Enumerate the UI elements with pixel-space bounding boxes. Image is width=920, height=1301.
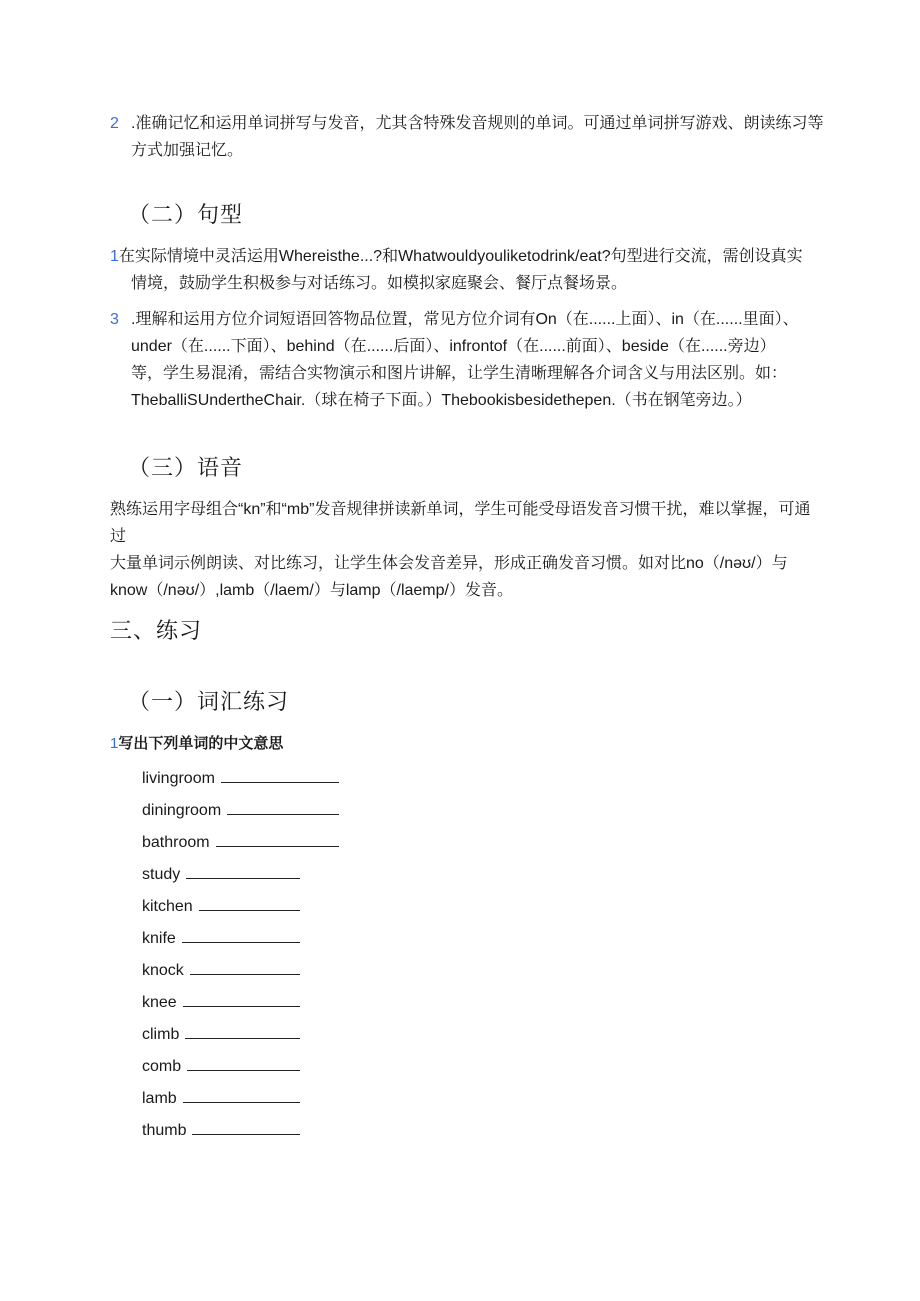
item-text-line: .理解和运用方位介词短语回答物品位置，常见方位介词有On（在......上面）、in（在......里面）、 bbox=[131, 311, 799, 328]
item-text-line: under（在......下面）、behind（在......后面）、infrontof（在......前面）、beside（在......旁边） bbox=[131, 338, 776, 355]
answer-blank[interactable] bbox=[185, 1022, 300, 1039]
vocab-word: knee bbox=[142, 994, 177, 1011]
vocab-word: bathroom bbox=[142, 834, 210, 851]
vocab-word-row bbox=[142, 1118, 300, 1142]
vocab-word: lamb bbox=[142, 1090, 177, 1107]
vocab-word-row bbox=[142, 958, 300, 982]
vocab-word-row bbox=[142, 894, 300, 918]
answer-blank[interactable] bbox=[187, 1054, 300, 1071]
vocab-word-row bbox=[142, 1086, 300, 1110]
section-heading-phonics: （三）语音 bbox=[128, 455, 244, 480]
list-item-sentence-3 bbox=[110, 306, 825, 414]
paragraph-line: know（/nəʊ/）,lamb（/laem/）与lamp（/laemp/）发音。 bbox=[110, 582, 513, 599]
paragraph-line: 大量单词示例朗读、对比练习，让学生体会发音差异，形成正确发音习惯。如对比no（/nəʊ/）与 bbox=[110, 555, 788, 572]
vocab-word-row bbox=[142, 766, 339, 790]
vocab-word: study bbox=[142, 866, 181, 883]
vocab-word: comb bbox=[142, 1058, 182, 1075]
vocab-word: livingroom bbox=[142, 770, 215, 787]
section-heading-vocab: （一）词汇练习 bbox=[128, 689, 290, 714]
answer-blank[interactable] bbox=[192, 1118, 300, 1135]
vocab-word-row bbox=[142, 798, 339, 822]
item-number: 1 bbox=[110, 248, 119, 265]
vocab-word-row bbox=[142, 830, 339, 854]
answer-blank[interactable] bbox=[190, 958, 300, 975]
answer-blank[interactable] bbox=[221, 766, 339, 783]
item-text-line: 在实际情境中灵活运用Whereisthe...?和Whatwouldyouliketodrink/eat?句型进行交流，需创设真实 bbox=[118, 248, 803, 265]
vocab-word-row bbox=[142, 862, 300, 886]
list-item-sentence-1 bbox=[110, 243, 825, 297]
phonics-paragraph bbox=[110, 496, 825, 604]
answer-blank[interactable] bbox=[182, 926, 300, 943]
vocab-question bbox=[110, 732, 283, 753]
vocab-word: knock bbox=[142, 962, 184, 979]
item-text-line: 情境，鼓励学生积极参与对话练习。如模拟家庭聚会、餐厅点餐场景。 bbox=[131, 275, 628, 292]
vocab-word-row bbox=[142, 1022, 300, 1046]
vocab-word: climb bbox=[142, 1026, 180, 1043]
vocab-word: diningroom bbox=[142, 802, 222, 819]
vocab-word: knife bbox=[142, 930, 176, 947]
answer-blank[interactable] bbox=[199, 894, 300, 911]
item-text-line: 等，学生易混淆，需结合实物演示和图片讲解，让学生清晰理解各介词含义与用法区别。如： bbox=[131, 365, 788, 382]
question-text: 写出下列单词的中文意思 bbox=[118, 735, 284, 752]
question-number: 1 bbox=[110, 735, 119, 752]
answer-blank[interactable] bbox=[183, 990, 300, 1007]
item-text-line: .准确记忆和运用单词拼写与发音，尤其含特殊发音规则的单词。可通过单词拼写游戏、朗读练习等 bbox=[131, 115, 824, 132]
list-item-2 bbox=[110, 110, 825, 164]
vocab-word: kitchen bbox=[142, 898, 193, 915]
item-number: 3 bbox=[110, 311, 119, 328]
vocab-word: thumb bbox=[142, 1122, 187, 1139]
answer-blank[interactable] bbox=[183, 1086, 300, 1103]
answer-blank[interactable] bbox=[186, 862, 300, 879]
vocab-word-row bbox=[142, 1054, 300, 1078]
item-text-line: 方式加强记忆。 bbox=[131, 142, 244, 159]
answer-blank[interactable] bbox=[227, 798, 339, 815]
answer-blank[interactable] bbox=[216, 830, 339, 847]
item-text-line: TheballiSUndertheChair.（球在椅子下面。）Thebookisbesidethepen.（书在钢笔旁边。） bbox=[131, 392, 752, 409]
item-number: 2 bbox=[110, 115, 119, 132]
vocab-word-row bbox=[142, 990, 300, 1014]
section-heading-practice: 三、练习 bbox=[110, 618, 203, 643]
paragraph-line: 熟练运用字母组合“kn”和“mb”发音规律拼读新单词，学生可能受母语发音习惯干扰，难以掌握，可通过 bbox=[110, 501, 811, 545]
section-heading-sentence: （二）句型 bbox=[128, 202, 244, 227]
vocab-word-row bbox=[142, 926, 300, 950]
